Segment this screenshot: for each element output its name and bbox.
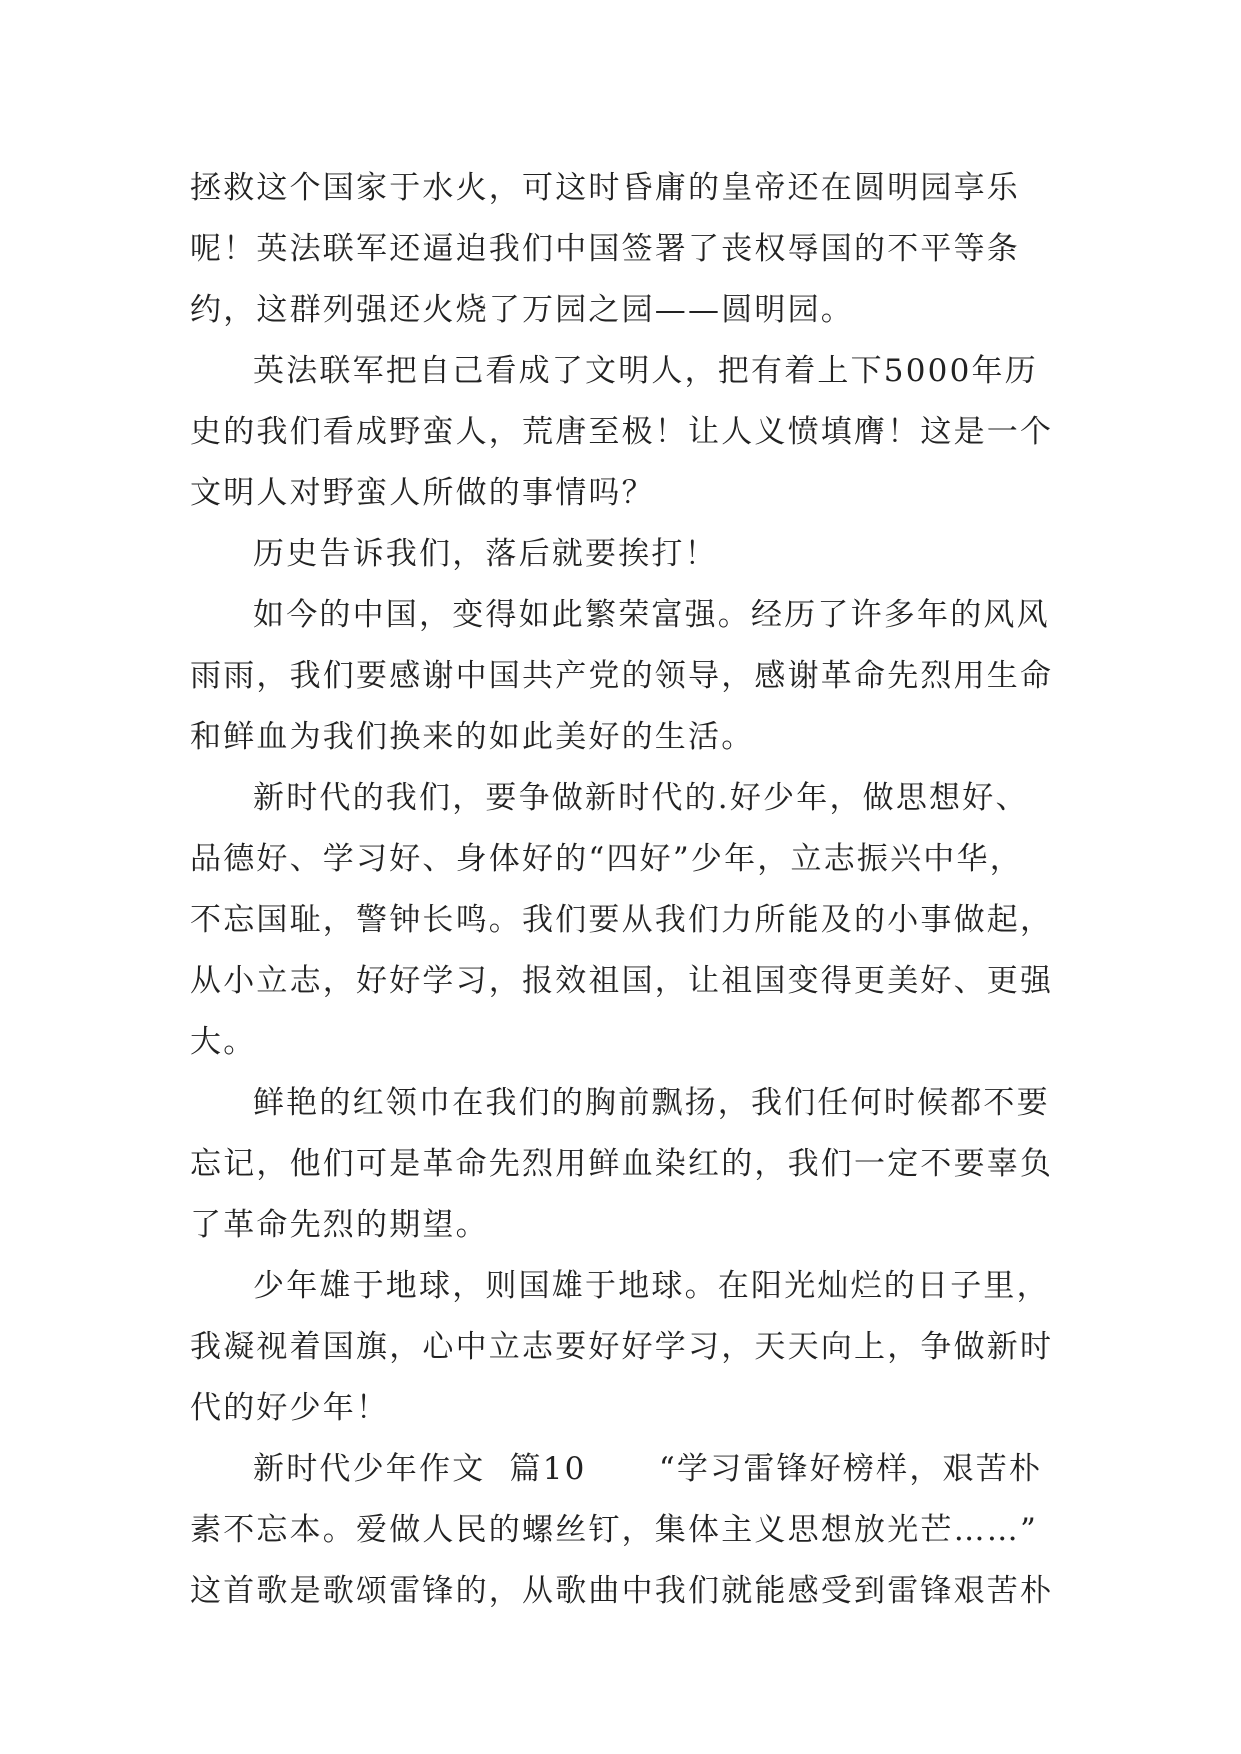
text-line: 拯救这个国家于水火，可这时昏庸的皇帝还在圆明园享乐 — [190, 170, 1020, 206]
text-line: 忘记，他们可是革命先烈用鲜血染红的，我们一定不要辜负 — [190, 1146, 1054, 1182]
text-line: 约，这群列强还火烧了万园之园——圆明园。 — [190, 292, 854, 328]
text-line: 和鲜血为我们换来的如此美好的生活。 — [190, 719, 755, 755]
text-line: 英法联军把自己看成了文明人，把有着上下5000年历 — [253, 353, 1038, 389]
text-line: 文明人对野蛮人所做的事情吗？ — [190, 475, 655, 511]
text-line: 代的好少年！ — [190, 1390, 390, 1426]
text-line: 新时代少年作文 篇10 “学习雷锋好榜样，艰苦朴 — [253, 1451, 1043, 1487]
document-body — [190, 158, 1054, 1622]
text-line: 不忘国耻，警钟长鸣。我们要从我们力所能及的小事做起， — [190, 902, 1054, 938]
text-line: 雨雨，我们要感谢中国共产党的领导，感谢革命先烈用生命 — [190, 658, 1054, 694]
text-line: 少年雄于地球，则国雄于地球。在阳光灿烂的日子里， — [253, 1268, 1050, 1304]
text-line: 从小立志，好好学习，报效祖国，让祖国变得更美好、更强 — [190, 963, 1054, 999]
text-line: 新时代的我们，要争做新时代的.好少年，做思想好、 — [253, 780, 1029, 816]
text-line: 了革命先烈的期望。 — [190, 1207, 489, 1243]
text-line: 如今的中国，变得如此繁荣富强。经历了许多年的风风 — [253, 597, 1050, 633]
text-line: 历史告诉我们，落后就要挨打！ — [253, 536, 718, 572]
text-line: 这首歌是歌颂雷锋的，从歌曲中我们就能感受到雷锋艰苦朴 — [190, 1573, 1054, 1609]
text-line: 大。 — [190, 1024, 257, 1060]
text-line: 我凝视着国旗，心中立志要好好学习，天天向上，争做新时 — [190, 1329, 1054, 1365]
text-line: 素不忘本。爱做人民的螺丝钉，集体主义思想放光芒……” — [190, 1512, 1039, 1548]
text-line: 呢！英法联军还逼迫我们中国签署了丧权辱国的不平等条 — [190, 231, 1020, 267]
text-line: 史的我们看成野蛮人，荒唐至极！让人义愤填膺！这是一个 — [190, 414, 1054, 450]
text-line: 品德好、学习好、身体好的“四好”少年，立志振兴中华， — [190, 841, 1023, 877]
text-line: 鲜艳的红领巾在我们的胸前飘扬，我们任何时候都不要 — [253, 1085, 1050, 1121]
